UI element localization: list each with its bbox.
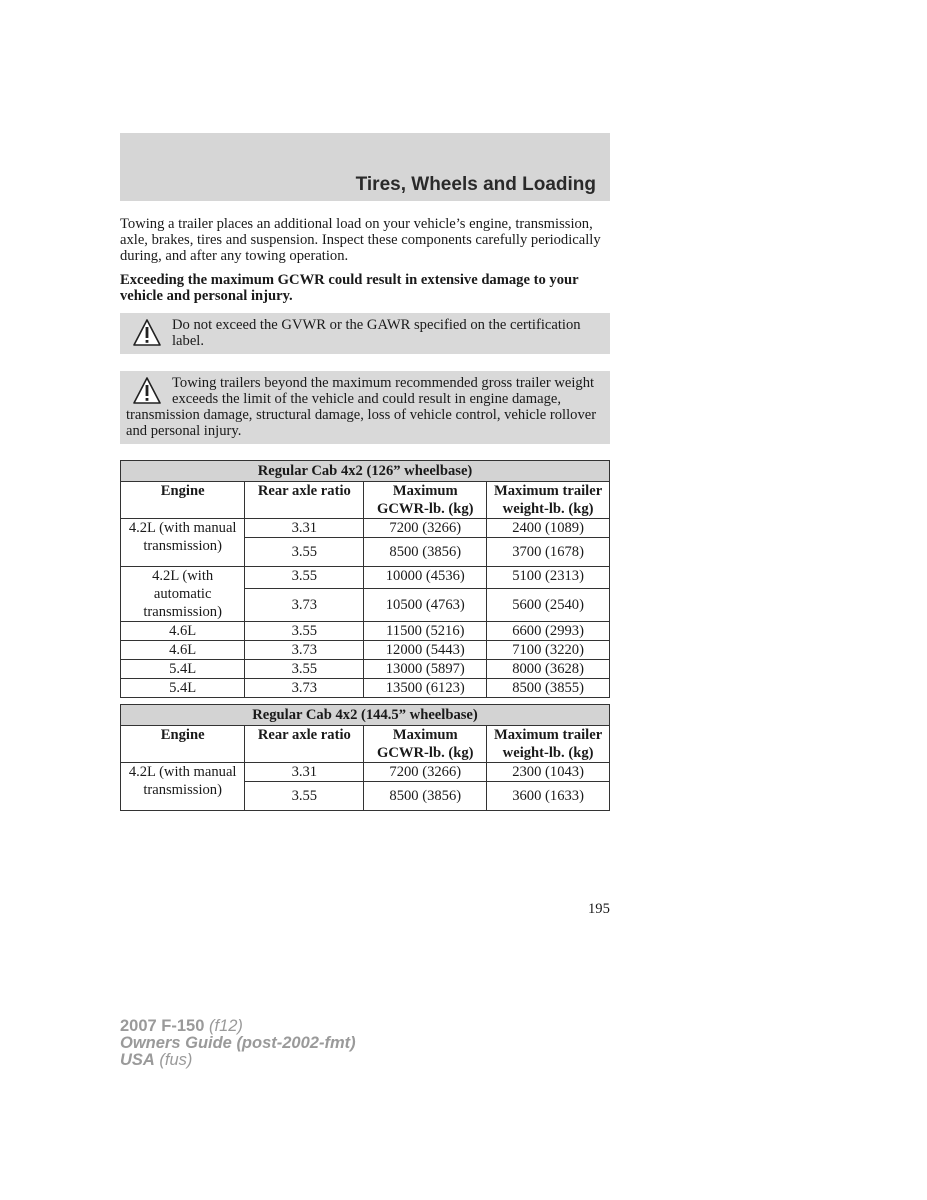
warning-triangle-icon <box>132 376 162 406</box>
trailer-weight-cell: 5600 (2540) <box>487 588 610 621</box>
axle-ratio-cell: 3.73 <box>245 588 364 621</box>
table-row <box>121 567 610 589</box>
table-row <box>121 660 610 679</box>
footer-model: 2007 F-150 <box>120 1017 205 1035</box>
column-header: Rear axle ratio <box>245 482 364 519</box>
column-header: Maximum trailer weight-lb. (kg) <box>487 726 610 763</box>
page-number: 195 <box>588 901 610 917</box>
gcwr-cell: 10000 (4536) <box>364 567 487 589</box>
table-row <box>121 622 610 641</box>
column-header: Engine <box>121 482 245 519</box>
trailer-weight-cell: 8500 (3855) <box>487 679 610 698</box>
bold-warning: Exceeding the maximum GCWR could result in extensive damage to your vehicle and personal injury. <box>120 272 579 304</box>
footer-market-code: (fus) <box>154 1051 193 1069</box>
engine-cell: 4.2L (with manual transmission) <box>121 763 245 811</box>
trailer-weight-cell: 7100 (3220) <box>487 641 610 660</box>
gcwr-cell: 8500 (3856) <box>364 782 487 811</box>
axle-ratio-cell: 3.73 <box>245 641 364 660</box>
axle-ratio-cell: 3.55 <box>245 622 364 641</box>
column-header: Rear axle ratio <box>245 726 364 763</box>
trailer-weight-cell: 8000 (3628) <box>487 660 610 679</box>
engine-cell: 4.6L <box>121 641 245 660</box>
trailer-weight-cell: 6600 (2993) <box>487 622 610 641</box>
engine-cell: 4.2L (with manual transmission) <box>121 519 245 567</box>
gcwr-cell: 13500 (6123) <box>364 679 487 698</box>
axle-ratio-cell: 3.55 <box>245 782 364 811</box>
trailer-weight-cell: 2400 (1089) <box>487 519 610 538</box>
footer-model-code: (f12) <box>204 1017 243 1035</box>
table-row <box>121 679 610 698</box>
trailer-weight-cell: 3600 (1633) <box>487 782 610 811</box>
gcwr-cell: 7200 (3266) <box>364 763 487 782</box>
page-content <box>120 216 610 811</box>
table-row <box>121 519 610 538</box>
warning-box-2 <box>120 371 610 444</box>
gcwr-cell: 10500 (4763) <box>364 588 487 621</box>
trailer-weight-cell: 2300 (1043) <box>487 763 610 782</box>
table-title: Regular Cab 4x2 (126” wheelbase) <box>121 461 610 482</box>
axle-ratio-cell: 3.31 <box>245 763 364 782</box>
axle-ratio-cell: 3.31 <box>245 519 364 538</box>
towing-table-144-wheelbase <box>120 704 610 811</box>
column-header: Maximum GCWR-lb. (kg) <box>364 726 487 763</box>
table-title: Regular Cab 4x2 (144.5” wheelbase) <box>121 705 610 726</box>
intro-paragraph: Towing a trailer places an additional load on your vehicle’s engine, transmission, axle, brakes, tires and suspension. Inspect these components carefully periodically during, and after any towing operation. <box>120 216 601 264</box>
trailer-weight-cell: 5100 (2313) <box>487 567 610 589</box>
section-header-band <box>120 133 610 201</box>
axle-ratio-cell: 3.55 <box>245 567 364 589</box>
axle-ratio-cell: 3.73 <box>245 679 364 698</box>
engine-cell: 5.4L <box>121 679 245 698</box>
section-title: Tires, Wheels and Loading <box>355 174 596 195</box>
engine-cell: 4.6L <box>121 622 245 641</box>
trailer-weight-cell: 3700 (1678) <box>487 538 610 567</box>
engine-cell: 5.4L <box>121 660 245 679</box>
towing-table-126-wheelbase <box>120 460 610 698</box>
axle-ratio-cell: 3.55 <box>245 660 364 679</box>
warning-text-1: Do not exceed the GVWR or the GAWR specified on the certification label. <box>172 317 581 349</box>
gcwr-cell: 7200 (3266) <box>364 519 487 538</box>
gcwr-cell: 11500 (5216) <box>364 622 487 641</box>
footer-market: USA <box>120 1051 155 1069</box>
gcwr-cell: 8500 (3856) <box>364 538 487 567</box>
footer <box>120 1018 356 1069</box>
axle-ratio-cell: 3.55 <box>245 538 364 567</box>
gcwr-cell: 12000 (5443) <box>364 641 487 660</box>
table-row <box>121 641 610 660</box>
column-header: Maximum trailer weight-lb. (kg) <box>487 482 610 519</box>
warning-text-2: Towing trailers beyond the maximum recommended gross trailer weight exceeds the limit of the vehicle and could result in engine damage, transmission damage, structural damage, loss of vehicle control, vehicle rollover and personal injury. <box>126 375 597 439</box>
engine-cell: 4.2L (with automatic transmission) <box>121 567 245 622</box>
warning-box-1 <box>120 313 610 354</box>
footer-guide: Owners Guide (post-2002-fmt) <box>120 1034 356 1052</box>
gcwr-cell: 13000 (5897) <box>364 660 487 679</box>
column-header: Engine <box>121 726 245 763</box>
column-header: Maximum GCWR-lb. (kg) <box>364 482 487 519</box>
table-row <box>121 763 610 782</box>
warning-triangle-icon <box>132 318 162 348</box>
